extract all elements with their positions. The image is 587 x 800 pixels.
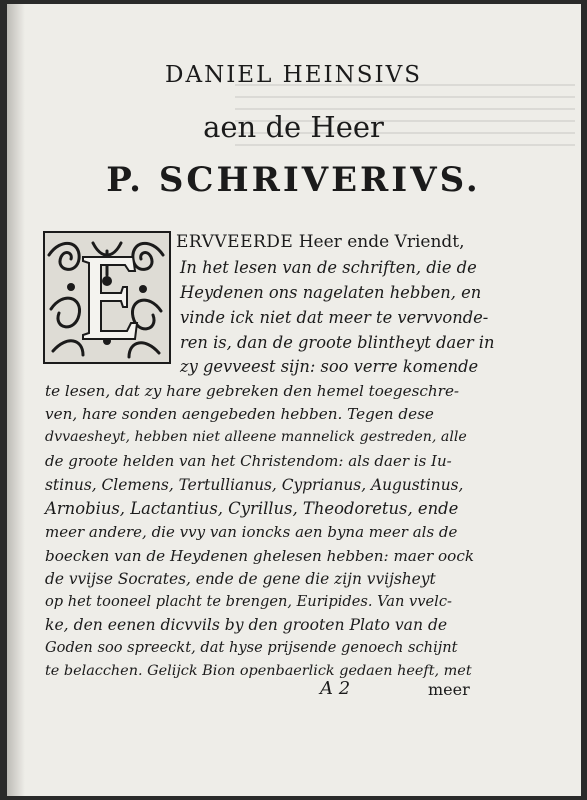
signature-mark: A 2 — [320, 678, 351, 699]
body-line: Goden soo spreeckt, dat hyse prijsende genoech schijnt — [45, 639, 458, 656]
body-line: meer andere, die vvy van ioncks aen byna meer als de — [45, 523, 458, 541]
salutation-rest: Heer ende Vriendt, — [293, 232, 465, 252]
dedication-heading: aen de Heer — [203, 110, 384, 144]
body-line: boecken van de Heydenen ghelesen hebben: maer oock — [45, 547, 475, 565]
body-line: Arnobius, Lactantius, Cyrillus, Theodoretus, ende — [45, 499, 459, 518]
body-line: de groote helden van het Christendom: als daer is Iu- — [45, 452, 452, 470]
body-line: ven, hare sonden aengebeden hebben. Tegen dese — [45, 405, 434, 423]
body-line: op het tooneel placht te brengen, Euripides. Van vvelc- — [45, 593, 452, 610]
catchword: meer — [428, 680, 470, 699]
author-heading: DANIEL HEINSIVS — [165, 62, 422, 88]
salutation-line — [176, 232, 465, 252]
body-line: de vvijse Socrates, ende de gene die zijn vvijsheyt — [45, 570, 436, 588]
body-line: ren is, dan de groote blintheyt daer in — [180, 333, 495, 352]
body-line: dvvaesheyt, hebben niet alleene mannelick gestreden, alle — [45, 429, 467, 445]
salutation-opening: ERVVEERDE — [176, 232, 294, 252]
body-line: te belacchen. Gelijck Bion openbaerlick gedaen heeft, met — [45, 663, 472, 679]
body-line: te lesen, dat zy hare gebreken den hemel toegeschre- — [45, 382, 460, 400]
body-line: ke, den eenen dicvvils by den grooten Plato van de — [45, 616, 448, 634]
body-line: In het lesen van de schriften, die de — [180, 258, 477, 277]
body-line: zy gevveest sijn: soo verre komende — [180, 357, 479, 376]
body-line: stinus, Clemens, Tertullianus, Cyprianus, Augustinus, — [45, 476, 464, 494]
recipient-heading: P. SCHRIVERIVS. — [106, 160, 481, 200]
body-line: vinde ick niet dat meer te vervvonde- — [180, 308, 489, 327]
decorated-initial-e — [43, 231, 171, 364]
body-line: Heydenen ons nagelaten hebben, en — [180, 283, 482, 302]
